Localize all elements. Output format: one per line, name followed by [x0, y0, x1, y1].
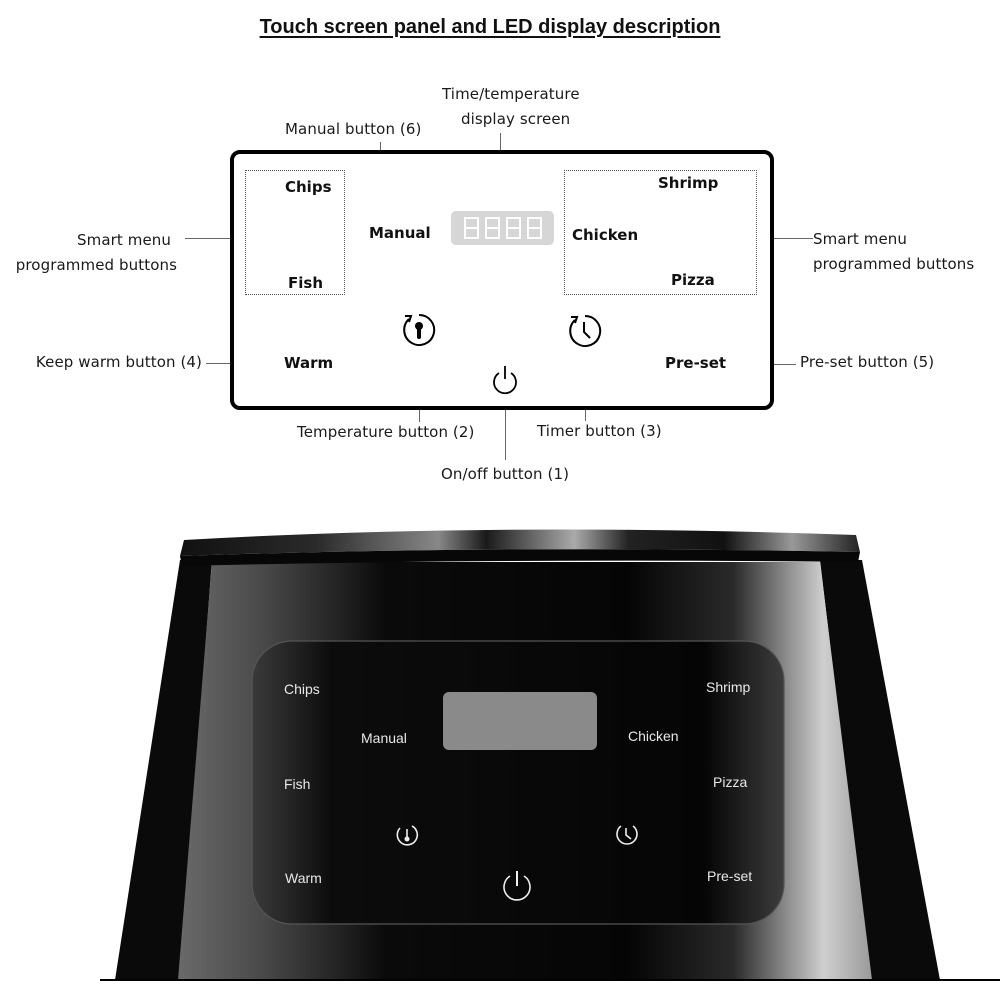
- callout-manual-button: Manual button (6): [285, 120, 422, 138]
- diagram-preset-button: Pre-set: [665, 354, 727, 372]
- device-pizza-button: Pizza: [713, 774, 748, 790]
- diagram-chicken-button: Chicken: [572, 226, 639, 244]
- callout-smart-right-line2: programmed buttons: [813, 255, 975, 273]
- device-shrimp-button: Shrimp: [706, 679, 751, 695]
- diagram-chips-button: Chips: [285, 178, 332, 196]
- diagram-pizza-button: Pizza: [671, 271, 715, 289]
- device-fish-button: Fish: [284, 776, 311, 792]
- diagram-shrimp-button: Shrimp: [658, 174, 719, 192]
- led-digit: [485, 217, 500, 239]
- page-title: Touch screen panel and LED display description: [259, 16, 721, 38]
- led-digit: [506, 217, 521, 239]
- timer-icon: [566, 312, 604, 350]
- led-digit: [527, 217, 542, 239]
- led-display: [451, 211, 554, 245]
- diagram-warm-button: Warm: [284, 354, 334, 372]
- callout-display-line1: Time/temperature: [442, 85, 580, 103]
- device-preset-button: Pre-set: [707, 868, 753, 884]
- callout-preset: Pre-set button (5): [800, 353, 935, 371]
- callout-keep-warm: Keep warm button (4): [35, 353, 202, 371]
- power-icon: [490, 364, 520, 396]
- callout-smart-right-line1: Smart menu: [813, 230, 907, 248]
- callout-onoff: On/off button (1): [441, 465, 570, 483]
- callout-display-line2: display screen: [461, 110, 571, 128]
- temperature-icon: [400, 311, 438, 349]
- device-warm-button: Warm: [285, 870, 322, 886]
- callout-temperature: Temperature button (2): [297, 423, 475, 441]
- led-digit: [464, 217, 479, 239]
- device-chicken-button: Chicken: [628, 728, 679, 744]
- diagram-manual-button: Manual: [369, 224, 431, 242]
- air-fryer-illustration: [0, 520, 1000, 1000]
- device-manual-button: Manual: [361, 730, 407, 746]
- device-chips-button: Chips: [284, 681, 320, 697]
- callout-timer: Timer button (3): [537, 422, 662, 440]
- callout-smart-left-line1: Smart menu: [77, 231, 171, 249]
- callout-smart-left-line2: programmed buttons: [15, 256, 177, 274]
- diagram-fish-button: Fish: [288, 274, 323, 292]
